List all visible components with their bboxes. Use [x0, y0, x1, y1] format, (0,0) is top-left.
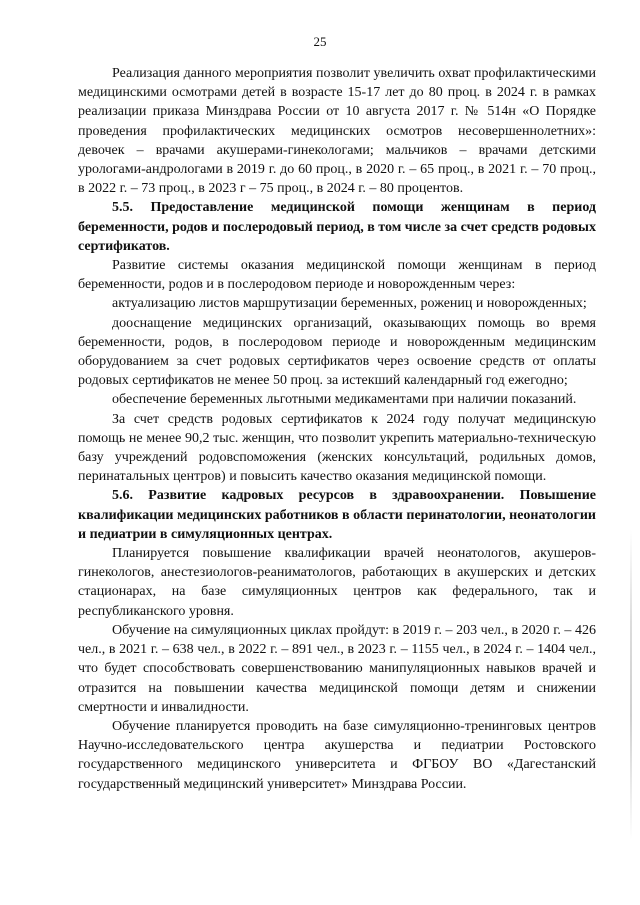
paragraph-training-centers: Обучение планируется проводить на базе симуляционно-тренинговых центров Научно-исследовательского центра акушерства и педиатрии Ростовского государственного медицинского университета и ФГБОУ ВО «Дагестанский государственный медицинский университет» Минздрава России.: [78, 718, 596, 792]
section-heading-5-5: 5.5. Предоставление медицинской помощи женщинам в период беременности, родов и послеродовый период, в том числе за счет средств родовых сертификатов.: [78, 200, 596, 254]
paragraph-care-system: Развитие системы оказания медицинской помощи женщинам в период беременности, родов и в послеродовом периоде и новорожденным через:: [78, 258, 596, 293]
paragraph-medication: обеспечение беременных льготными медикаментами при наличии показаний.: [112, 392, 577, 408]
paragraph-certificates: За счет средств родовых сертификатов к 2024 году получат медицинскую помощь не менее 90,2 тыс. женщин, что позволит укрепить материально-техническую базу учреждений родовспоможения (женских консультаций, родильных домов, перинатальных центров) и повысить качество оказания медицинской помощи.: [78, 411, 596, 485]
paragraph-equipment: дооснащение медицинских организаций, оказывающих помощь во время беременности, родов, в послеродовом периоде и новорожденным медицинским оборудованием за счет родовых сертификатов через освоение средств от оплаты родовых сертификатов не менее 50 проц. за истекший календарный год ежегодно;: [78, 315, 596, 389]
paragraph-routing: актуализацию листов маршрутизации беременных, рожениц и новорожденных;: [112, 296, 587, 312]
page-number: 25: [313, 34, 327, 49]
scan-edge-mark: [630, 530, 632, 840]
document-body: [78, 64, 596, 794]
section-heading-5-6: 5.6. Развитие кадровых ресурсов в здравоохранении. Повышение квалификации медицинских работников в области перинатологии, неонатологии и педиатрии в симуляционных центрах.: [78, 488, 596, 542]
paragraph-checkups: Реализация данного мероприятия позволит увеличить охват профилактическими медицинскими осмотрами детей в возрасте 15-17 лет до 80 проц. в 2024 г. в рамках реализации приказа Минздрава России от 10 августа 2017 г. № 514н «О Порядке проведения профилактических медицинских осмотров несовершеннолетних»: девочек – врачами акушерами-гинекологами; мальчиков – врачами детскими урологами-андрологами в 2019 г. до 60 проц., в 2020 г. – 65 проц., в 2021 г. – 70 проц., в 2022 г. – 73 проц., в 2023 г – 75 проц., в 2024 г. – 80 процентов.: [78, 66, 596, 197]
paragraph-qualification: Планируется повышение квалификации врачей неонатологов, акушеров-гинекологов, анестезиологов-реаниматологов, работающих в акушерских и детских стационарах, на базе симуляционных центров как федерального, так и республиканского уровня.: [78, 546, 596, 619]
paragraph-training-numbers: Обучение на симуляционных циклах пройдут: в 2019 г. – 203 чел., в 2020 г. – 426 чел., в 2021 г. – 638 чел., в 2022 г. – 891 чел., в 2023 г. – 1155 чел., в 2024 г. – 1404 чел., что будет способствовать совершенствованию манипуляционных навыков врачей и отразится на повышении качества медицинской помощи детям и снижении смертности и инвалидности.: [78, 622, 596, 715]
